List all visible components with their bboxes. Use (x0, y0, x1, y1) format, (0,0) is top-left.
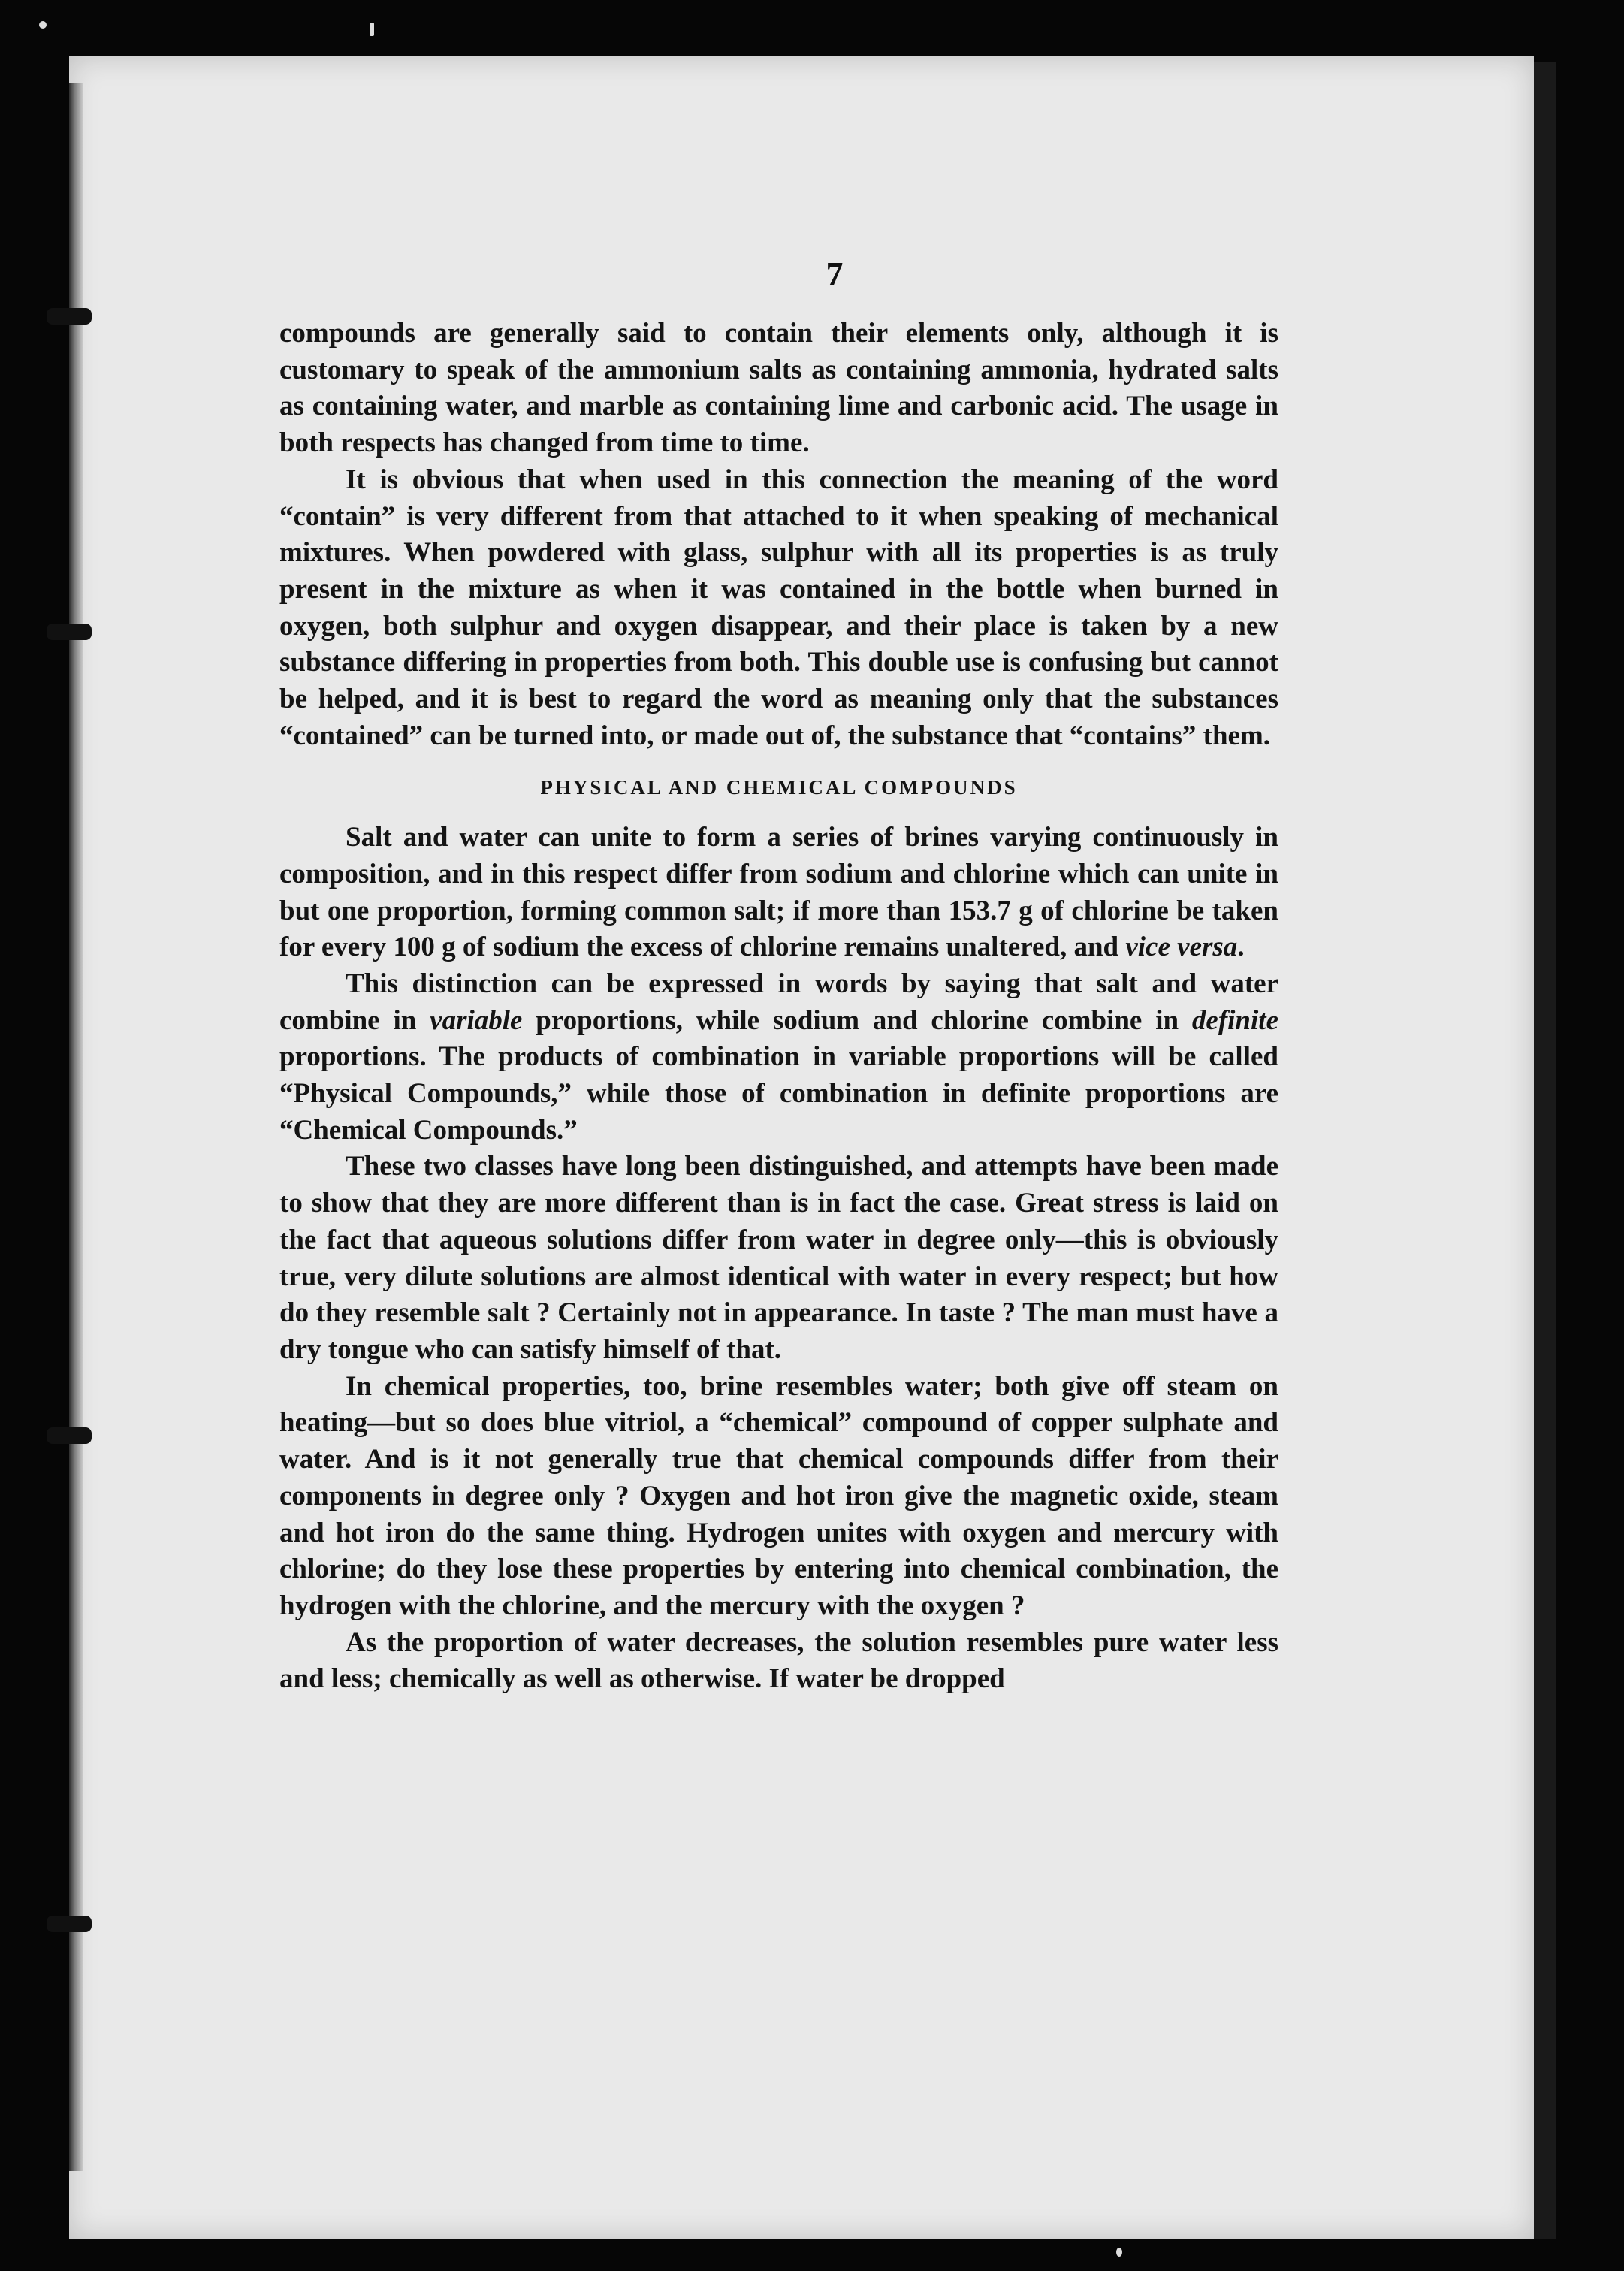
scan-speck (39, 21, 47, 29)
paragraph: As the proportion of water decreases, the solution resembles pure water less and less; chemically as well as otherwise. If water be dropped (279, 1626, 1278, 1695)
binding-stitch (47, 1427, 92, 1444)
page-number: 7 (826, 255, 844, 293)
paragraph: These two classes have long been distinguished, and attempts have been made to show that they are more different than is in fact the case. Great stress is laid on the fact that aqueous solutions differ from water in degree only—this is obviously true, very dilute solutions are almost identical with water in every respect; but how do they resemble salt ? Certainly not in appearance. In taste ? The man must have a dry tongue who can satisfy himself of that. (279, 1151, 1278, 1365)
paragraph: Salt and water can unite to form a series of brines varying continuously in composition, and in this respect differ from sodium and chlorine which can unite in but one proportion, forming common salt; if more than 153.7 g of chlorine be taken for every 100 g of sodium the excess of chlorine remains unaltered, and vice versa. (279, 822, 1278, 963)
paragraph: compounds are generally said to contain their elements only, although it is customary to speak of the ammonium salts as containing ammonia, hydrated salts as containing water, and marble as containing lime and carbonic acid. The usage in both respects has changed from time to time. (279, 318, 1278, 459)
scan-speck (370, 23, 374, 36)
page-binding (69, 83, 83, 2171)
binding-stitch (47, 308, 92, 325)
paragraph: This distinction can be expressed in words by saying that salt and water combine in variable proportions, while sodium and chlorine combine in definite proportions. The products of combination in variable proportions will be called “Physical Compounds,” while those of combination in definite proportions are “Chemical Compounds.” (279, 968, 1278, 1146)
binding-stitch (47, 624, 92, 640)
paragraph: In chemical properties, too, brine resembles water; both give off steam on heating—but so does blue vitriol, a “chemical” compound of copper sulphate and water. And is it not generally true that chemical compounds differ from their components in degree only ? Oxygen and hot iron give the magnetic oxide, steam and hot iron do the same thing. Hydrogen unites with oxygen and mercury with chlorine; do they lose these properties by entering into chemical combination, the hydrogen with the chlorine, and the mercury with the oxygen ? (279, 1370, 1278, 1621)
paragraph: It is obvious that when used in this connection the meaning of the word “contain” is very different from that attached to it when speaking of mechanical mixtures. When powdered with glass, sulphur with all its properties is as truly present in the mixture as when it was contained in the bottle when burned in oxygen, both sulphur and oxygen disappear, and their place is taken by a new substance differing in properties from both. This double use is confusing but cannot be helped, and it is best to regard the word as meaning only that the substances “contained” can be turned into, or made out of, the substance that “contains” them. (279, 464, 1278, 751)
body-text (279, 316, 1278, 1698)
section-heading: PHYSICAL AND CHEMICAL COMPOUNDS (540, 776, 1018, 799)
page-edge-shadow (1534, 62, 1556, 2239)
binding-stitch (47, 1916, 92, 1932)
scan-speck (1116, 2248, 1122, 2257)
